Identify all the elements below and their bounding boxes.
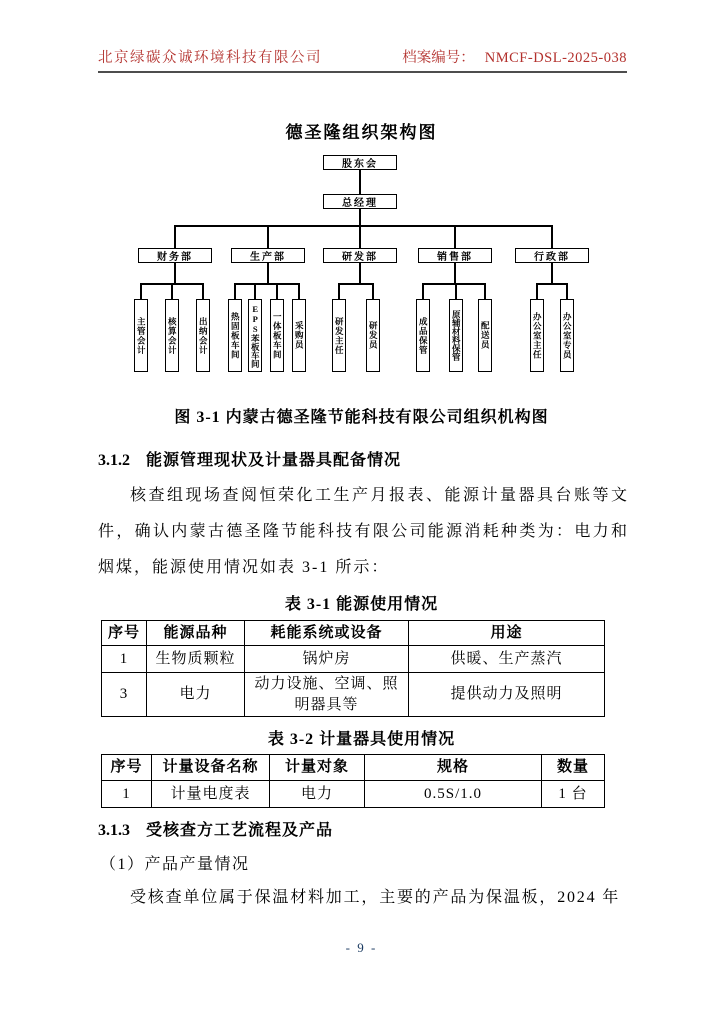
connector-line [537, 283, 568, 285]
table-3-1-title: 表 3-1 能源使用情况 [284, 596, 439, 613]
table-row [102, 646, 605, 673]
connector-line [235, 283, 300, 285]
table-row [102, 781, 605, 808]
connector-line [175, 225, 553, 227]
table-cell: 供暖、生产蒸汽 [409, 646, 605, 673]
table-header-cell: 计量对象 [270, 755, 365, 781]
table-header-cell: 能源品种 [147, 621, 245, 646]
connector-line [484, 283, 486, 299]
table-cell: 动力设施、空调、照明器具等 [245, 673, 409, 717]
connector-line [338, 283, 340, 299]
connector-line [174, 225, 176, 248]
archive-number [402, 46, 627, 67]
org-child-box: 热固板车间 [228, 299, 242, 372]
connector-line [171, 283, 173, 299]
table-header-cell: 计量设备名称 [152, 755, 270, 781]
org-child-box: 成品保管 [416, 299, 430, 372]
org-dept-finance: 财务部 [138, 248, 212, 263]
org-child-box: 研发主任 [332, 299, 346, 372]
org-chart-title: 德圣隆组织架构图 [285, 123, 438, 142]
connector-line [234, 283, 236, 299]
connector-line [174, 263, 176, 283]
org-child-box: 办公室专员 [560, 299, 574, 372]
connector-line [359, 225, 361, 248]
table-header-cell: 耗能系统或设备 [245, 621, 409, 646]
table-row [102, 673, 605, 717]
connector-line [298, 283, 300, 299]
connector-line [254, 283, 256, 299]
table-cell: 计量电度表 [152, 781, 270, 808]
table-header-cell: 序号 [102, 755, 152, 781]
sub-item-label: （1）产品产量情况 [100, 856, 250, 873]
table-cell: 锅炉房 [245, 646, 409, 673]
connector-line [566, 283, 568, 299]
section-number: 3.1.3 [98, 822, 130, 839]
org-child-box: 出纳会计 [196, 299, 210, 372]
archive-value: NMCF-DSL-2025-038 [484, 50, 627, 66]
org-node-general-manager: 总经理 [323, 194, 397, 209]
connector-line [455, 283, 457, 299]
table-cell: 电力 [270, 781, 365, 808]
connector-line [276, 283, 278, 299]
connector-line [267, 263, 269, 283]
connector-line [339, 283, 374, 285]
connector-line [454, 263, 456, 283]
body-paragraph-2: 受核查单位属于保温材料加工，主要的产品为保温板，2024 年 [130, 889, 621, 906]
org-node-shareholders: 股东会 [323, 155, 397, 170]
connector-line [359, 170, 361, 194]
connector-line [454, 225, 456, 248]
table-cell: 1 [102, 646, 147, 673]
org-child-box: 配送员 [478, 299, 492, 372]
connector-line [359, 263, 361, 283]
org-dept-admin: 行政部 [515, 248, 589, 263]
section-title: 受核查方工艺流程及产品 [146, 822, 334, 839]
org-child-box: 办公室主任 [530, 299, 544, 372]
table-cell: 3 [102, 673, 147, 717]
table-header-cell: 规格 [365, 755, 542, 781]
section-title: 能源管理现状及计量器具配备情况 [146, 452, 402, 469]
org-child-box: 原辅材料保管 [449, 299, 463, 372]
connector-line [359, 209, 361, 225]
connector-line [202, 283, 204, 299]
table-cell: 1 台 [542, 781, 605, 808]
table-cell: 1 [102, 781, 152, 808]
table-3-2 [101, 754, 605, 808]
table-3-1 [101, 620, 605, 717]
body-paragraph-1: 核查组现场查阅恒荣化工生产月报表、能源计量器具台账等文件，确认内蒙古德圣隆节能科技有限公司能源消耗种类为：电力和烟煤，能源使用情况如表 3-1 所示： [98, 487, 629, 576]
org-dept-rnd: 研发部 [323, 248, 397, 263]
org-dept-sales: 销售部 [418, 248, 492, 263]
table-header-cell: 数量 [542, 755, 605, 781]
org-chart [0, 112, 723, 395]
page-number: - 9 - [345, 940, 378, 955]
table-header-cell: 序号 [102, 621, 147, 646]
section-heading-312 [98, 447, 629, 470]
org-child-box: 主管会计 [134, 299, 148, 372]
connector-line [422, 283, 424, 299]
connector-line [551, 263, 553, 283]
table-cell: 提供动力及照明 [409, 673, 605, 717]
org-dept-production: 生产部 [231, 248, 305, 263]
table-cell: 电力 [147, 673, 245, 717]
figure-caption: 图 3-1 内蒙古德圣隆节能科技有限公司组织机构图 [174, 409, 549, 426]
section-heading-313 [98, 817, 629, 840]
table-header-row [102, 755, 605, 781]
table-cell: 0.5S/1.0 [365, 781, 542, 808]
connector-line [536, 283, 538, 299]
org-child-box: EPS苯板车间 [248, 299, 262, 372]
connector-line [372, 283, 374, 299]
table-header-row [102, 621, 605, 646]
table-cell: 生物质颗粒 [147, 646, 245, 673]
org-child-box: 一体板车间 [270, 299, 284, 372]
connector-line [267, 225, 269, 248]
page-header [98, 46, 627, 67]
org-child-box: 研发员 [366, 299, 380, 372]
section-number: 3.1.2 [98, 452, 130, 469]
archive-label: 档案编号： [402, 50, 475, 66]
org-child-box: 采购员 [292, 299, 306, 372]
org-child-box: 核算会计 [165, 299, 179, 372]
header-rule [98, 71, 627, 73]
connector-line [140, 283, 142, 299]
table-3-2-title: 表 3-2 计量器具使用情况 [267, 731, 456, 748]
connector-line [551, 225, 553, 248]
table-header-cell: 用途 [409, 621, 605, 646]
company-name: 北京绿碳众诚环境科技有限公司 [98, 50, 322, 66]
